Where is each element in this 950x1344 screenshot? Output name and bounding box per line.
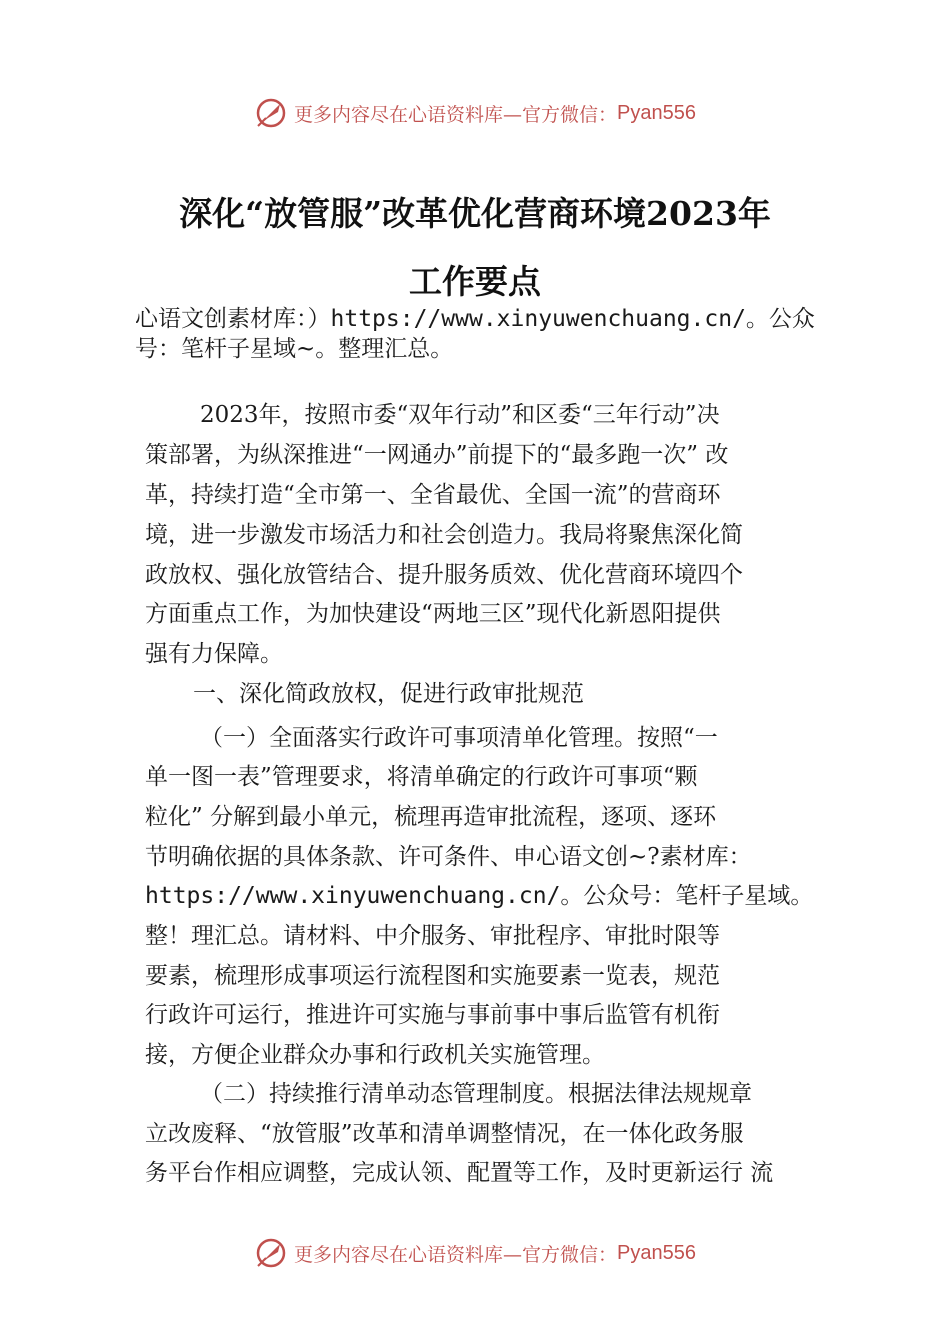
paragraph-2-line: 整！理汇总。请材料、中介服务、审批程序、审批时限等 bbox=[145, 923, 720, 949]
paragraph-3-line: 务平台作相应调整，完成认领、配置等工作，及时更新运行 流 bbox=[145, 1160, 774, 1186]
quill-logo-icon bbox=[254, 1236, 288, 1270]
paragraph-1-line: 策部署，为纵深推进“一网通办”前提下的“最多跑一次” 改 bbox=[145, 442, 729, 468]
paragraph-1-line: 方面重点工作，为加快建设“两地三区”现代化新恩阳提供 bbox=[145, 601, 721, 627]
banner-wechat-id: Pyan556 bbox=[617, 1241, 696, 1264]
banner-text: 更多内容尽在心语资料库—官方微信： bbox=[294, 103, 618, 126]
source-url: https://www.xinyuwenchuang.cn/ bbox=[330, 306, 746, 332]
document-title-line-1: 深化“放管服”改革优化营商环境2023年 bbox=[179, 194, 771, 233]
paragraph-2-line: 粒化” 分解到最小单元，梳理再造审批流程，逐项、逐环 bbox=[145, 804, 717, 830]
inline-url: https://www.xinyuwenchuang.cn/ bbox=[145, 883, 561, 909]
paragraph-1-line: 境，进一步激发市场活力和社会创造力。我局将聚焦深化简 bbox=[145, 522, 743, 548]
paragraph-2-line: 节明确依据的具体条款、许可条件、申心语文创~?素材库： bbox=[145, 844, 752, 870]
paragraph-2-line: （一）全面落实行政许可事项清单化管理。按照“一 bbox=[200, 725, 718, 751]
quill-logo-icon bbox=[254, 96, 288, 130]
paragraph-2-url-line: https://www.xinyuwenchuang.cn/。公众号：笔杆子星域。 bbox=[145, 883, 814, 909]
paragraph-3-line: 立改废释、“放管服”改革和清单调整情况，在一体化政务服 bbox=[145, 1121, 744, 1147]
paragraph-2-line: 行政许可运行，推进许可实施与事前事中事后监管有机衔 bbox=[145, 1002, 720, 1028]
banner-wechat-id: Pyan556 bbox=[617, 101, 696, 124]
paragraph-1-line: 政放权、强化放管结合、提升服务质效、优化营商环境四个 bbox=[145, 562, 743, 588]
paragraph-1-line: 2023年，按照市委“双年行动”和区委“三年行动”决 bbox=[200, 402, 720, 428]
paragraph-1-line: 革，持续打造“全市第一、全省最优、全国一流”的营商环 bbox=[145, 482, 721, 508]
document-title-line-2: 工作要点 bbox=[409, 262, 541, 301]
paragraph-2-line: 要素，梳理形成事项运行流程图和实施要素一览表，规范 bbox=[145, 963, 720, 989]
paragraph-3-line: （二）持续推行清单动态管理制度。根据法律法规规章 bbox=[200, 1081, 752, 1107]
banner-text: 更多内容尽在心语资料库—官方微信： bbox=[294, 1243, 618, 1266]
source-note-line-1: 心语文创素材库：）https://www.xinyuwenchuang.cn/。公众 bbox=[135, 306, 815, 332]
paragraph-1-line: 强有力保障。 bbox=[145, 641, 283, 667]
paragraph-2-line: 单一图一表”管理要求，将清单确定的行政许可事项“颗 bbox=[145, 764, 698, 790]
header-banner bbox=[0, 96, 950, 130]
footer-banner bbox=[0, 1236, 950, 1270]
paragraph-2-line: 接，方便企业群众办事和行政机关实施管理。 bbox=[145, 1042, 605, 1068]
section-heading-1: 一、深化简政放权，促进行政审批规范 bbox=[193, 681, 584, 707]
source-note-line-2: 号：笔杆子星域~。整理汇总。 bbox=[135, 336, 454, 362]
